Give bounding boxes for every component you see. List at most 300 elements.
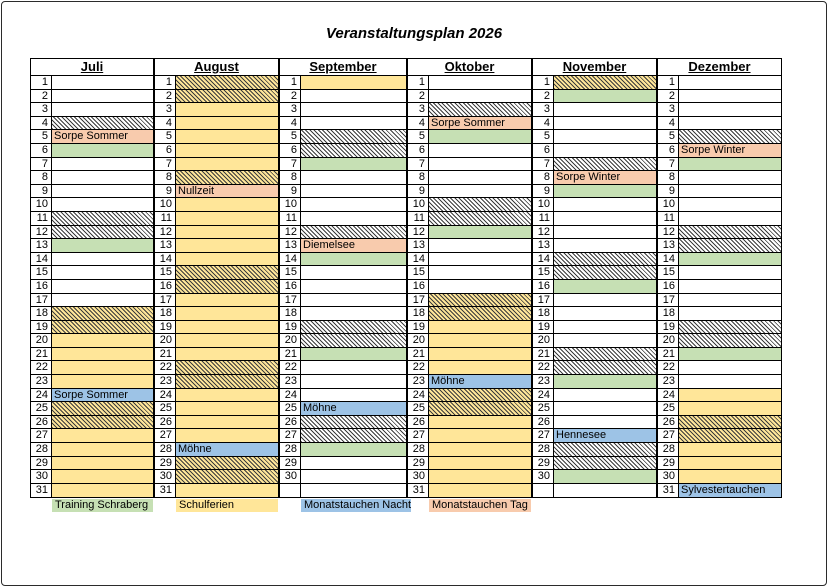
day-row xyxy=(280,416,406,430)
day-row xyxy=(31,266,153,280)
day-row xyxy=(155,348,278,362)
day-number: 7 xyxy=(533,158,554,171)
day-number: 21 xyxy=(408,348,429,361)
day-row xyxy=(280,334,406,348)
day-cell xyxy=(176,171,278,184)
day-cell xyxy=(429,212,531,225)
legend-spacer xyxy=(30,499,52,512)
day-cell xyxy=(301,470,406,483)
day-cell xyxy=(301,158,406,171)
day-cell xyxy=(429,158,531,171)
day-number: 2 xyxy=(658,90,679,103)
day-cell xyxy=(52,226,153,239)
day-row xyxy=(658,321,781,335)
day-cell xyxy=(429,402,531,415)
day-cell xyxy=(301,484,406,498)
day-number: 6 xyxy=(31,144,52,157)
day-row xyxy=(155,294,278,308)
day-cell xyxy=(429,470,531,483)
day-row xyxy=(533,239,656,253)
day-cell xyxy=(679,389,781,402)
day-number: 22 xyxy=(408,361,429,374)
day-number: 6 xyxy=(533,144,554,157)
day-number: 10 xyxy=(408,198,429,211)
day-row xyxy=(155,416,278,430)
day-number: 20 xyxy=(155,334,176,347)
day-row xyxy=(31,443,153,457)
day-row xyxy=(408,294,531,308)
month-name: Dezember xyxy=(688,59,751,74)
day-row xyxy=(408,402,531,416)
day-number: 24 xyxy=(408,389,429,402)
day-cell xyxy=(554,457,656,470)
event-label: Sorpe Winter xyxy=(681,143,746,156)
day-row xyxy=(31,470,153,484)
day-number: 23 xyxy=(155,375,176,388)
day-row xyxy=(533,90,656,104)
day-cell xyxy=(176,416,278,429)
day-cell xyxy=(176,402,278,415)
day-cell xyxy=(429,90,531,103)
legend-slot xyxy=(279,499,412,512)
day-row xyxy=(533,402,656,416)
day-row xyxy=(533,375,656,389)
day-number: 10 xyxy=(31,198,52,211)
legend-item: Monatstauchen Tag xyxy=(429,499,531,512)
day-row xyxy=(408,253,531,267)
day-cell xyxy=(301,130,406,143)
event-cell xyxy=(52,389,153,402)
day-number: 29 xyxy=(658,457,679,470)
day-cell xyxy=(52,185,153,198)
day-number: 15 xyxy=(31,266,52,279)
day-row xyxy=(408,171,531,185)
day-number: 25 xyxy=(31,402,52,415)
day-number: 26 xyxy=(658,416,679,429)
day-number: 23 xyxy=(31,375,52,388)
day-row xyxy=(658,130,781,144)
day-cell xyxy=(301,361,406,374)
day-cell xyxy=(554,185,656,198)
day-number: 18 xyxy=(280,307,301,320)
day-cell xyxy=(679,90,781,103)
day-number: 31 xyxy=(408,484,429,498)
day-row xyxy=(31,307,153,321)
day-number: 16 xyxy=(280,280,301,293)
day-row xyxy=(408,307,531,321)
day-cell xyxy=(52,375,153,388)
day-row xyxy=(533,226,656,240)
day-number: 11 xyxy=(31,212,52,225)
day-cell xyxy=(554,130,656,143)
month-column-juli xyxy=(30,58,154,498)
day-number: 27 xyxy=(658,429,679,442)
day-cell xyxy=(429,253,531,266)
day-number: 17 xyxy=(658,294,679,307)
day-cell xyxy=(176,144,278,157)
day-row xyxy=(155,253,278,267)
day-row xyxy=(658,226,781,240)
day-cell xyxy=(679,348,781,361)
day-cell xyxy=(554,402,656,415)
day-cell xyxy=(176,361,278,374)
day-cell xyxy=(679,76,781,89)
day-number: 28 xyxy=(658,443,679,456)
day-row xyxy=(658,239,781,253)
month-header xyxy=(658,59,781,76)
day-cell xyxy=(52,484,153,498)
day-row xyxy=(155,212,278,226)
day-cell xyxy=(554,334,656,347)
day-row xyxy=(658,144,781,158)
day-row xyxy=(155,130,278,144)
day-row xyxy=(658,402,781,416)
day-row xyxy=(155,266,278,280)
day-cell xyxy=(679,253,781,266)
day-number: 21 xyxy=(280,348,301,361)
day-cell xyxy=(429,239,531,252)
day-number: 25 xyxy=(155,402,176,415)
event-cell xyxy=(176,443,278,456)
event-cell xyxy=(52,130,153,143)
day-row xyxy=(280,280,406,294)
day-number: 31 xyxy=(658,484,679,498)
event-cell xyxy=(301,402,406,415)
day-cell xyxy=(554,361,656,374)
day-row xyxy=(155,307,278,321)
day-row xyxy=(31,334,153,348)
day-row xyxy=(155,185,278,199)
day-number: 22 xyxy=(280,361,301,374)
day-cell xyxy=(554,266,656,279)
day-row xyxy=(533,280,656,294)
day-number: 17 xyxy=(280,294,301,307)
day-cell xyxy=(301,443,406,456)
day-cell xyxy=(176,348,278,361)
event-cell xyxy=(301,239,406,252)
day-row xyxy=(155,361,278,375)
day-row xyxy=(280,144,406,158)
day-number xyxy=(280,484,301,498)
day-cell xyxy=(554,226,656,239)
day-cell xyxy=(679,280,781,293)
day-row xyxy=(155,76,278,90)
day-row xyxy=(658,334,781,348)
day-cell xyxy=(429,130,531,143)
event-label: Hennesee xyxy=(556,429,607,442)
event-label: Sorpe Sommer xyxy=(54,130,128,143)
month-header xyxy=(533,59,656,76)
event-label: Sylvestertauchen xyxy=(681,483,766,496)
day-number: 27 xyxy=(155,429,176,442)
day-number: 25 xyxy=(408,402,429,415)
day-row xyxy=(280,76,406,90)
day-cell xyxy=(301,321,406,334)
day-cell xyxy=(52,90,153,103)
legend-slot xyxy=(154,499,279,512)
day-row xyxy=(31,280,153,294)
day-number: 17 xyxy=(155,294,176,307)
day-number: 15 xyxy=(408,266,429,279)
day-cell xyxy=(429,361,531,374)
day-number: 27 xyxy=(408,429,429,442)
day-number: 19 xyxy=(658,321,679,334)
day-row xyxy=(658,266,781,280)
day-row xyxy=(658,470,781,484)
day-cell xyxy=(679,226,781,239)
day-number: 1 xyxy=(155,76,176,89)
month-column-september xyxy=(279,58,407,498)
day-cell xyxy=(176,198,278,211)
day-cell xyxy=(679,185,781,198)
month-name: November xyxy=(562,59,627,74)
day-cell xyxy=(52,212,153,225)
day-row xyxy=(280,375,406,389)
day-cell xyxy=(429,429,531,442)
day-row xyxy=(408,76,531,90)
day-number: 30 xyxy=(155,470,176,483)
day-number: 14 xyxy=(155,253,176,266)
day-number: 31 xyxy=(155,484,176,498)
day-row xyxy=(533,158,656,172)
day-row xyxy=(155,90,278,104)
day-row xyxy=(408,144,531,158)
day-cell xyxy=(301,457,406,470)
day-number: 17 xyxy=(31,294,52,307)
day-number: 30 xyxy=(658,470,679,483)
day-row xyxy=(533,294,656,308)
day-row xyxy=(280,130,406,144)
day-cell xyxy=(52,402,153,415)
day-number: 19 xyxy=(408,321,429,334)
day-row xyxy=(408,457,531,471)
day-number: 10 xyxy=(155,198,176,211)
day-row xyxy=(31,103,153,117)
legend-slot xyxy=(407,499,532,512)
day-cell xyxy=(301,334,406,347)
day-number: 24 xyxy=(658,389,679,402)
day-cell xyxy=(679,307,781,320)
day-cell xyxy=(176,103,278,116)
day-row xyxy=(658,443,781,457)
day-cell xyxy=(679,361,781,374)
day-cell xyxy=(554,375,656,388)
legend-item: Training Schraberg xyxy=(52,499,153,512)
day-row xyxy=(31,117,153,131)
day-number: 12 xyxy=(533,226,554,239)
day-row xyxy=(408,198,531,212)
day-number: 20 xyxy=(31,334,52,347)
day-number: 6 xyxy=(155,144,176,157)
day-row xyxy=(658,253,781,267)
day-cell xyxy=(176,239,278,252)
day-row xyxy=(155,443,278,457)
day-row xyxy=(408,443,531,457)
day-cell xyxy=(554,348,656,361)
day-cell xyxy=(52,416,153,429)
day-number: 25 xyxy=(280,402,301,415)
day-cell xyxy=(301,185,406,198)
day-number: 1 xyxy=(658,76,679,89)
day-number: 23 xyxy=(280,375,301,388)
day-number: 29 xyxy=(533,457,554,470)
day-row xyxy=(31,76,153,90)
day-row xyxy=(658,294,781,308)
day-number: 5 xyxy=(31,130,52,143)
month-header xyxy=(31,59,153,76)
day-row xyxy=(658,90,781,104)
event-cell xyxy=(554,171,656,184)
day-number: 5 xyxy=(155,130,176,143)
day-number: 28 xyxy=(31,443,52,456)
day-number: 3 xyxy=(280,103,301,116)
day-row xyxy=(155,171,278,185)
day-number: 9 xyxy=(155,185,176,198)
day-cell xyxy=(176,226,278,239)
day-row xyxy=(31,144,153,158)
day-row xyxy=(280,294,406,308)
day-number: 14 xyxy=(31,253,52,266)
day-cell xyxy=(429,321,531,334)
day-cell xyxy=(176,484,278,498)
day-number: 13 xyxy=(155,239,176,252)
day-number: 8 xyxy=(280,171,301,184)
day-row xyxy=(533,470,656,484)
day-row xyxy=(533,334,656,348)
day-number: 24 xyxy=(155,389,176,402)
day-number: 15 xyxy=(280,266,301,279)
day-number: 2 xyxy=(280,90,301,103)
day-row xyxy=(658,484,781,498)
day-number: 29 xyxy=(408,457,429,470)
day-row xyxy=(155,484,278,498)
day-number: 15 xyxy=(658,266,679,279)
day-cell xyxy=(554,212,656,225)
day-number: 3 xyxy=(533,103,554,116)
day-cell xyxy=(176,429,278,442)
day-cell xyxy=(554,198,656,211)
day-row xyxy=(31,253,153,267)
day-number: 20 xyxy=(658,334,679,347)
day-number: 9 xyxy=(533,185,554,198)
day-row xyxy=(280,90,406,104)
day-cell xyxy=(679,321,781,334)
day-row xyxy=(31,130,153,144)
day-row xyxy=(533,484,656,498)
day-number: 31 xyxy=(31,484,52,498)
day-row xyxy=(31,348,153,362)
day-row xyxy=(280,158,406,172)
day-number: 18 xyxy=(658,307,679,320)
day-number: 7 xyxy=(155,158,176,171)
day-number: 4 xyxy=(280,117,301,130)
day-row xyxy=(280,266,406,280)
day-number: 6 xyxy=(658,144,679,157)
day-row xyxy=(658,375,781,389)
day-number: 20 xyxy=(280,334,301,347)
month-header xyxy=(408,59,531,76)
day-number: 26 xyxy=(31,416,52,429)
month-column-august xyxy=(154,58,279,498)
day-row xyxy=(31,171,153,185)
day-row xyxy=(658,307,781,321)
day-number: 11 xyxy=(155,212,176,225)
day-row xyxy=(280,103,406,117)
day-cell xyxy=(176,117,278,130)
day-cell xyxy=(554,294,656,307)
day-number: 11 xyxy=(280,212,301,225)
legend-slot xyxy=(657,499,782,512)
day-number: 5 xyxy=(408,130,429,143)
day-row xyxy=(155,334,278,348)
day-cell xyxy=(301,266,406,279)
day-cell xyxy=(176,334,278,347)
day-cell xyxy=(176,90,278,103)
day-row xyxy=(280,389,406,403)
day-number: 1 xyxy=(533,76,554,89)
day-number: 11 xyxy=(658,212,679,225)
day-number: 12 xyxy=(280,226,301,239)
legend-item: Monatstauchen Nacht xyxy=(301,499,411,512)
day-number: 18 xyxy=(155,307,176,320)
day-row xyxy=(280,457,406,471)
day-cell xyxy=(301,389,406,402)
calendar-grid xyxy=(30,58,782,498)
day-row xyxy=(280,348,406,362)
day-row xyxy=(31,429,153,443)
day-row xyxy=(280,402,406,416)
day-row xyxy=(155,198,278,212)
day-cell xyxy=(301,280,406,293)
day-cell xyxy=(679,375,781,388)
day-row xyxy=(408,375,531,389)
day-cell xyxy=(176,457,278,470)
day-cell xyxy=(176,253,278,266)
day-number: 20 xyxy=(408,334,429,347)
day-row xyxy=(280,226,406,240)
day-number: 27 xyxy=(533,429,554,442)
day-cell xyxy=(52,457,153,470)
day-row xyxy=(280,185,406,199)
day-number: 30 xyxy=(280,470,301,483)
day-row xyxy=(408,90,531,104)
day-number: 10 xyxy=(280,198,301,211)
day-row xyxy=(408,470,531,484)
month-column-dezember xyxy=(657,58,782,498)
day-cell xyxy=(52,171,153,184)
day-cell xyxy=(301,90,406,103)
day-cell xyxy=(301,198,406,211)
day-cell xyxy=(679,171,781,184)
page-title: Veranstaltungsplan 2026 xyxy=(325,25,503,42)
day-cell xyxy=(52,144,153,157)
day-row xyxy=(658,280,781,294)
day-cell xyxy=(52,253,153,266)
day-row xyxy=(533,321,656,335)
day-row xyxy=(31,158,153,172)
day-number: 18 xyxy=(533,307,554,320)
event-label: Möhne xyxy=(178,443,212,456)
day-number: 28 xyxy=(280,443,301,456)
day-row xyxy=(408,117,531,131)
day-cell xyxy=(679,334,781,347)
day-number: 14 xyxy=(533,253,554,266)
day-cell xyxy=(301,117,406,130)
day-row xyxy=(155,375,278,389)
day-number: 14 xyxy=(280,253,301,266)
day-row xyxy=(280,171,406,185)
day-cell xyxy=(429,198,531,211)
